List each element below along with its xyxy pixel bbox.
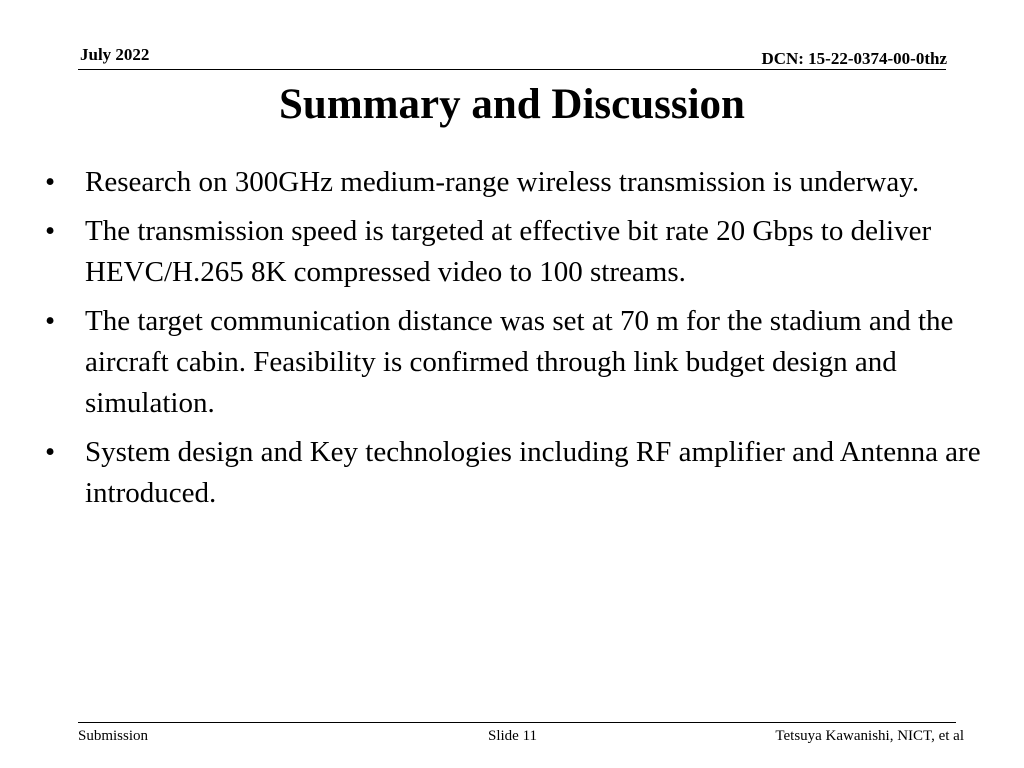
bullet-item	[45, 301, 985, 424]
header-divider	[78, 69, 946, 70]
bullet-text: The transmission speed is targeted at effective bit rate 20 Gbps to deliver HEVC/H.265 8K compressed video to 100 streams.	[85, 215, 932, 288]
bullet-text: The target communication distance was set at 70 m for the stadium and the aircraft cabin. Feasibility is confirmed through link budget design and simulation.	[85, 305, 954, 419]
footer-slide-number: Slide 11	[488, 728, 538, 744]
bullet-text: Research on 300GHz medium-range wireless transmission is underway.	[85, 166, 920, 198]
footer-divider	[78, 722, 956, 723]
bullet-item	[45, 432, 985, 514]
bullet-marker: •	[45, 166, 56, 198]
bullet-list	[45, 162, 985, 522]
bullet-marker: •	[45, 305, 56, 337]
bullet-item	[45, 162, 985, 203]
bullet-marker: •	[45, 436, 56, 468]
header-dcn: DCN: 15-22-0374-00-0thz	[761, 49, 947, 68]
bullet-text: System design and Key technologies including RF amplifier and Antenna are introduced.	[85, 436, 981, 509]
footer-submission: Submission	[78, 728, 149, 744]
bullet-item	[45, 211, 985, 293]
bullet-marker: •	[45, 215, 56, 247]
header-date: July 2022	[80, 45, 150, 64]
footer-author: Tetsuya Kawanishi, NICT, et al	[775, 728, 964, 744]
slide-title: Summary and Discussion	[279, 81, 745, 128]
